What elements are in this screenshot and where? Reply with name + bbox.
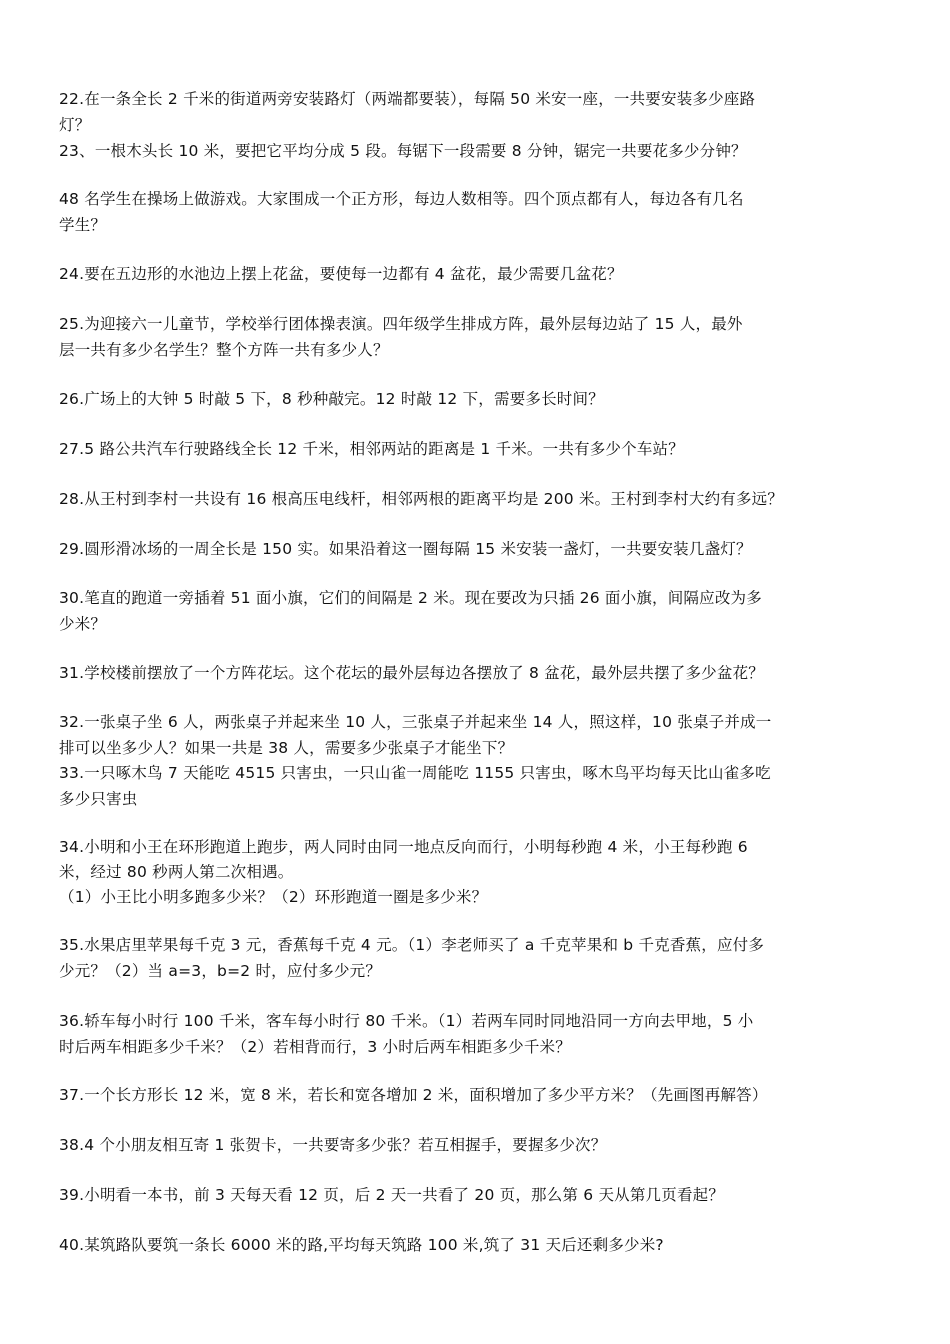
problem-26-line-1: 26.广场上的大钟 5 时敲 5 下，8 秒种敲完。12 时敲 12 下，需要多长时间？ [59,390,604,408]
problem-30-line-1: 30.笔直的跑道一旁插着 51 面小旗，它们的间隔是 2 米。现在要改为只插 26 面小旗，间隔应改为多 [59,589,762,607]
problem-squares-line-1: 48 名学生在操场上做游戏。大家围成一个正方形，每边人数相等。四个顶点都有人，每边各有几名 [59,190,744,208]
problem-33-line-1: 33.一只啄木鸟 7 天能吃 4515 只害虫，一只山雀一周能吃 1155 只害虫，啄木鸟平均每天比山雀多吃 [59,764,771,782]
problem-32-line-2: 排可以坐多少人？如果一共是 38 人，需要多少张桌子才能坐下？ [59,739,514,757]
problem-32-line-1: 32.一张桌子坐 6 人，两张桌子并起来坐 10 人，三张桌子并起来坐 14 人，照这样，10 张桌子并成一 [59,713,772,731]
problem-30-line-2: 少米？ [59,615,107,633]
problem-31-line-1: 31.学校楼前摆放了一个方阵花坛。这个花坛的最外层每边各摆放了 8 盆花，最外层共摆了多少盆花？ [59,664,764,682]
problem-29-line-1: 29.圆形滑冰场的一周全长是 150 实。如果沿着这一圈每隔 15 米安装一盏灯，一共要安装几盏灯？ [59,540,752,558]
problem-23-line-1: 23、一根木头长 10 米，要把它平均分成 5 段。每锯下一段需要 8 分钟，锯完一共要花多少分钟？ [59,142,747,160]
problem-39-line-1: 39.小明看一本书，前 3 天每天看 12 页，后 2 天一共看了 20 页，那么第 6 天从第几页看起？ [59,1186,725,1204]
problem-25-line-2: 层一共有多少名学生？整个方阵一共有多少人？ [59,341,389,359]
problem-37-line-1: 37.一个长方形长 12 米，宽 8 米，若长和宽各增加 2 米，面积增加了多少平方米？（先画图再解答） [59,1086,768,1104]
problem-35-line-2: 少元？（2）当 a=3，b=2 时，应付多少元？ [59,962,382,980]
problem-34-line-1: 34.小明和小王在环形跑道上跑步，两人同时由同一地点反向而行，小明每秒跑 4 米，小王每秒跑 6 [59,838,748,856]
problem-22-line-1: 22.在一条全长 2 千米的街道两旁安装路灯（两端都要装），每隔 50 米安一座，一共要安装多少座路 [59,90,756,108]
problem-36-line-2: 时后两车相距多少千米？（2）若相背而行，3 小时后两车相距多少千米？ [59,1038,571,1056]
problem-33-line-2: 多少只害虫 [59,790,138,808]
problem-36-line-1: 36.轿车每小时行 100 千米，客车每小时行 80 千米。（1）若两车同时同地沿同一方向去甲地，5 小 [59,1012,754,1030]
problem-27-line-1: 27.5 路公共汽车行驶路线全长 12 千米，相邻两站的距离是 1 千米。一共有多少个车站？ [59,440,684,458]
problem-38-line-1: 38.4 个小朋友相互寄 1 张贺卡，一共要寄多少张？若互相握手，要握多少次？ [59,1136,607,1154]
problem-22-line-2: 灯？ [59,116,91,134]
problem-25-line-1: 25.为迎接六一儿童节，学校举行团体操表演。四年级学生排成方阵，最外层每边站了 15 人，最外 [59,315,743,333]
problem-34-line-2: 米，经过 80 秒两人第二次相遇。 [59,863,294,881]
problem-35-line-1: 35.水果店里苹果每千克 3 元，香蕉每千克 4 元。（1）李老师买了 a 千克苹果和 b 千克香蕉，应付多 [59,936,765,954]
problem-34-line-3: （1）小王比小明多跑多少米？（2）环形跑道一圈是多少米？ [59,888,488,906]
problem-24-line-1: 24.要在五边形的水池边上摆上花盆，要使每一边都有 4 盆花，最少需要几盆花？ [59,265,623,283]
problem-squares-line-2: 学生？ [59,216,107,234]
problem-28-line-1: 28.从王村到李村一共设有 16 根高压电线杆，相邻两根的距离平均是 200 米。王村到李村大约有多远？ [59,490,784,508]
problem-40-line-1: 40.某筑路队要筑一条长 6000 米的路,平均每天筑路 100 米,筑了 31 天后还剩多少米? [59,1236,664,1254]
